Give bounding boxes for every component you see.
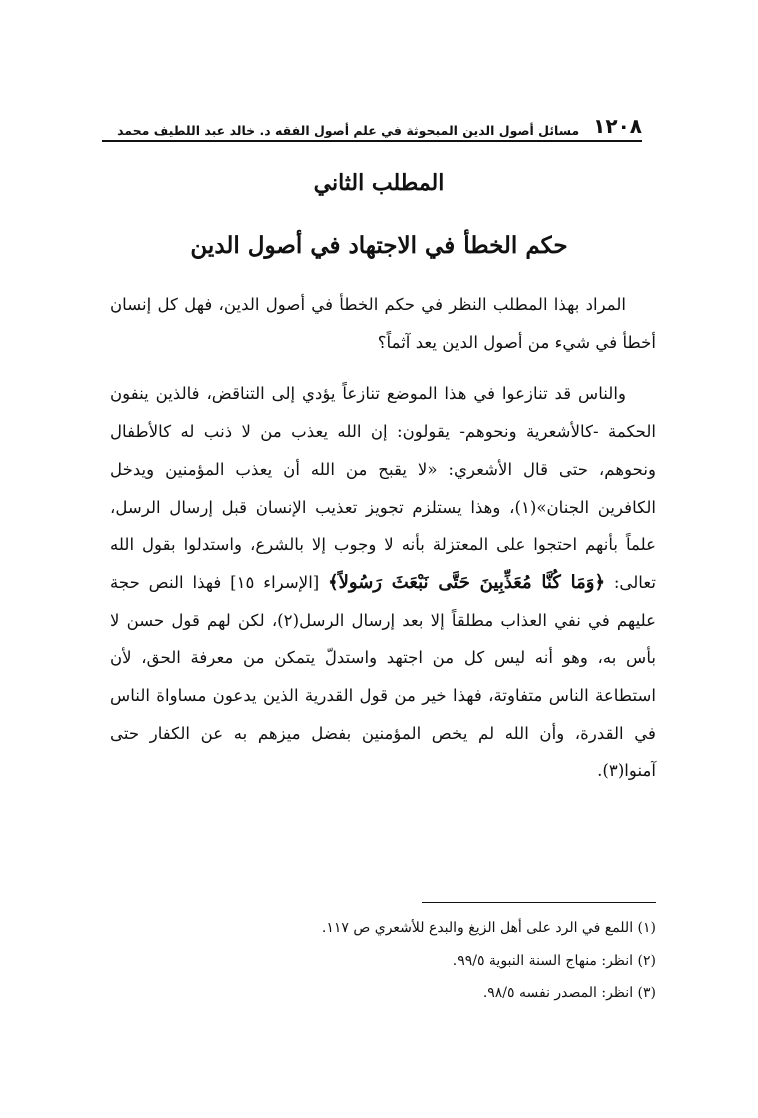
footnotes <box>110 912 656 1010</box>
footnote-3: (٣) انظر: المصدر نفسه ٩٨/٥. <box>482 985 656 1001</box>
body-text <box>110 286 656 790</box>
section-label: المطلب الثاني <box>313 170 445 196</box>
paragraph-2 <box>110 375 656 790</box>
quran-verse: ﴿وَمَا كُنَّا مُعَذِّبِينَ حَتَّى نَبْعَثَ رَسُولاً﴾ <box>328 571 606 593</box>
paragraph-2-part-2: [الإسراء ١٥] فهذا النص حجة عليهم في نفي العذاب مطلقاً إلا بعد إرسال الرسل(٢)، لكن لهم قول حسن لا بأس به، وهو أنه ليس كل من اجتهد واستدلّ يتمكن من معرفة الحق، لأن استطاعة الناس متفاوتة، فهذا خير من قول القدرية الذين يدعون مساواة الناس في القدرة، وأن الله لم يخص المؤمنين بفضل ميزهم به عن الكفار حتى آمنوا(٣). <box>110 572 656 781</box>
footnote-2: (٢) انظر: منهاج السنة النبوية ٩٩/٥. <box>452 952 656 969</box>
running-title: مسائل أصول الدين المبحوثة في علم أصول الفقه د. خالد عبد اللطيف محمد <box>117 123 580 138</box>
paragraph-2-part-1: والناس قد تنازعوا في هذا الموضع تنازعاً يؤدي إلى التناقض، فالذين ينفون الحكمة -كالأشعرية ونحوهم- يقولون: إن الله يعذب من لا ذنب له كالأطفال ونحوهم، حتى قال الأشعري: «لا يقبح من الله أن يعذب المؤمنين ويدخل الكافرين الجنان»(١)، وهذا يستلزم تجويز تعذيب الإنسان قبل إرسال الرسل، علماً بأنهم احتجوا على المعتزلة بأنه لا وجوب إلا بالشرع، واستدلوا بقول الله تعالى: <box>110 384 656 592</box>
section-title: حكم الخطأ في الاجتهاد في أصول الدين <box>190 232 568 259</box>
footnote-1: (١) اللمع في الرد على أهل الزيغ والبدع للأشعري ص ١١٧. <box>321 920 656 936</box>
footnote-rule <box>422 902 656 903</box>
running-header <box>102 108 642 138</box>
header-rule <box>102 140 642 142</box>
paragraph-1: المراد بهذا المطلب النظر في حكم الخطأ في أصول الدين، فهل كل إنسان أخطأ في شيء من أصول الدين يعد آثماً؟ <box>110 295 656 352</box>
page-number: ١٢٠٨ <box>593 114 642 138</box>
